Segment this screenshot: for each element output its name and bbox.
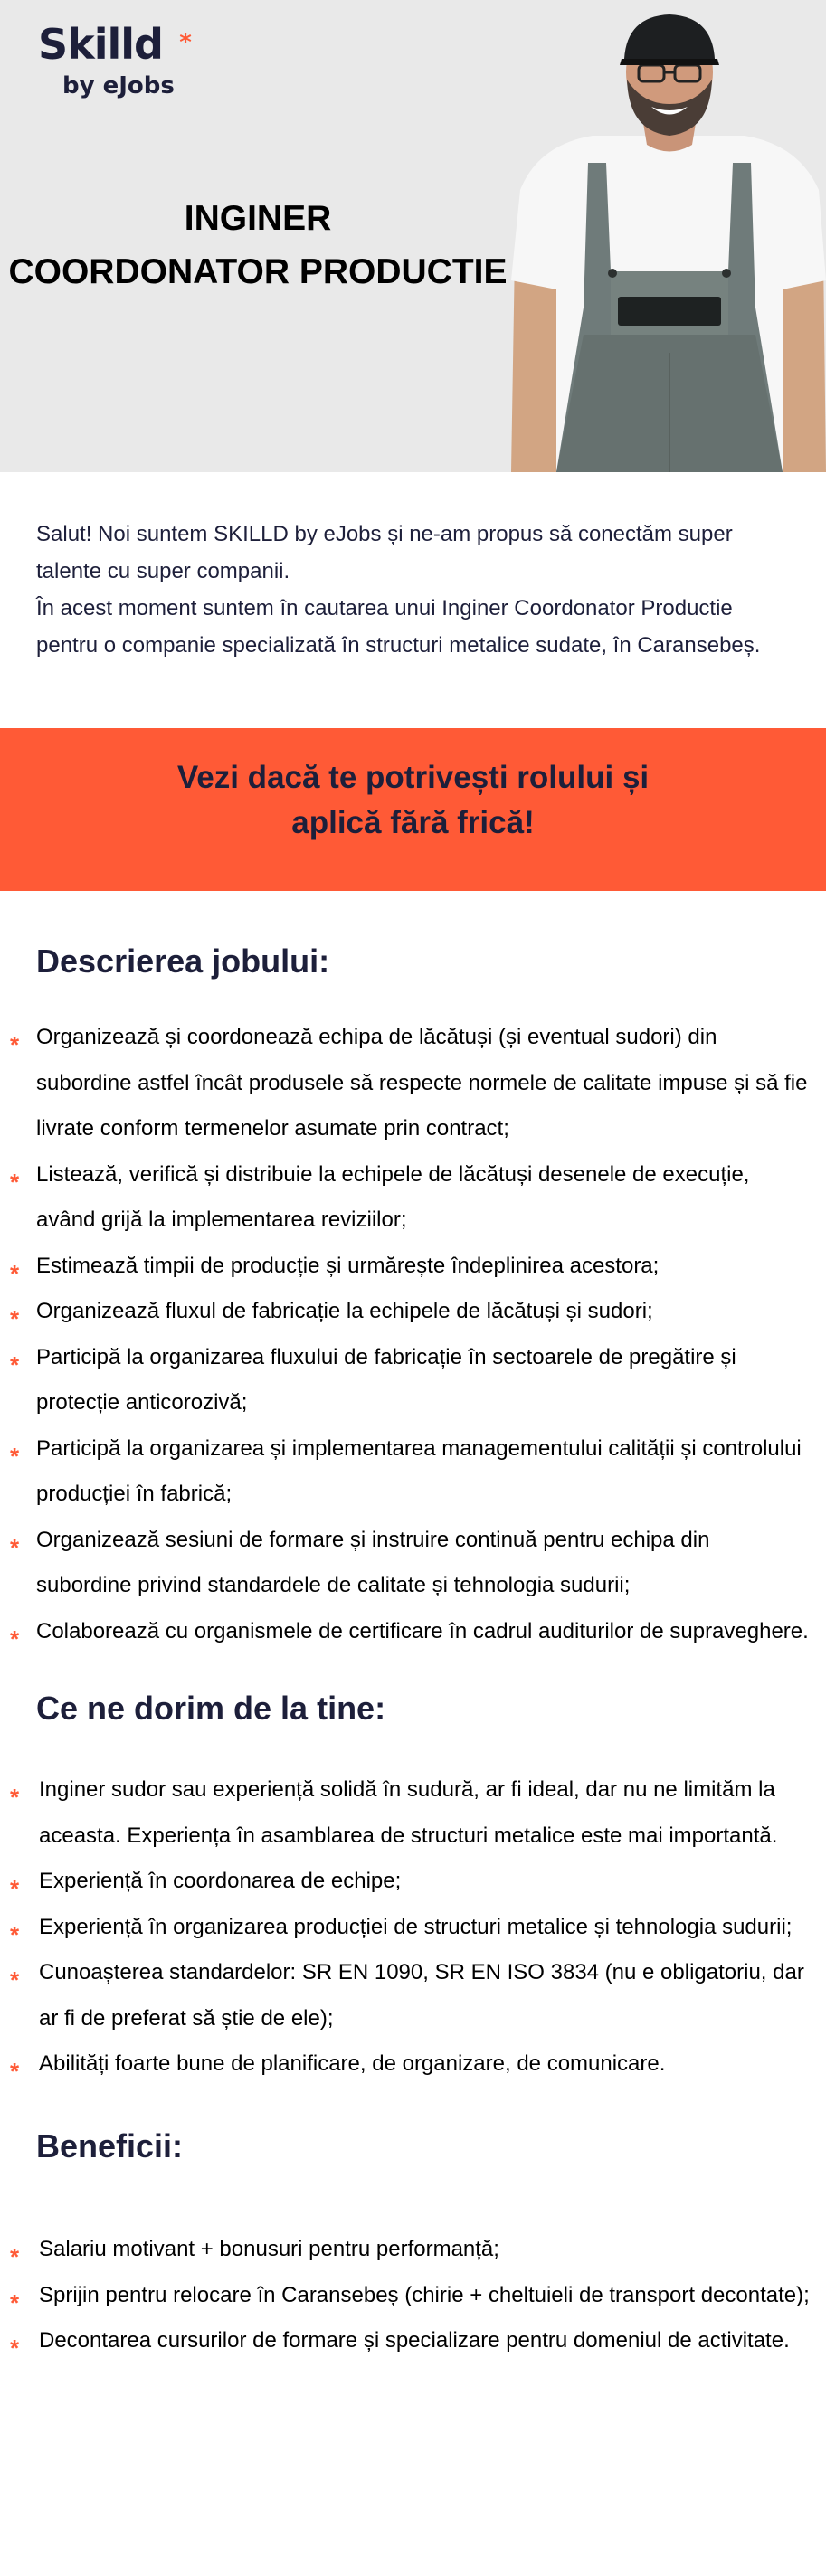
logo-main-text: Skilld (38, 20, 163, 69)
list-item-text: Participă la organizarea fluxului de fabricație în sectoarele de pregătire și protecție anticorozivă; (36, 1344, 736, 1415)
benefits-list (0, 2227, 826, 2364)
list-item-text: Cunoașterea standardelor: SR EN 1090, SR EN ISO 3834 (nu e obligatoriu, dar ar fi de preferat să știe de ele); (39, 1960, 804, 2031)
asterisk-bullet-icon: * (10, 1784, 20, 1811)
job-title-line-2: COORDONATOR PRODUCTIE (8, 252, 508, 291)
list-item (0, 1289, 826, 1335)
job-description-list (0, 1015, 826, 1654)
requirements-list (0, 1767, 826, 2088)
apply-banner[interactable] (0, 728, 826, 891)
list-item-text: Listează, verifică și distribuie la echipele de lăcătuși desenele de execuție, având grijă la implementarea reviziilor; (36, 1161, 750, 1232)
list-item (0, 1767, 826, 1859)
list-item-text: Sprijin pentru relocare în Caransebeș (chirie + cheltuieli de transport decontate); (39, 2282, 810, 2307)
list-item-text: Organizează fluxul de fabricație la echipele de lăcătuși și sudori; (36, 1299, 653, 1323)
hero-header (0, 0, 826, 472)
list-item (0, 1518, 826, 1609)
job-description-heading: Descrierea jobului: (36, 942, 330, 980)
asterisk-bullet-icon: * (10, 1305, 20, 1332)
skilld-logo[interactable] (38, 20, 191, 99)
list-item-text: Decontarea cursurilor de formare și specializare pentru domeniul de activitate. (39, 2328, 790, 2353)
worker-photo (511, 9, 826, 472)
list-item (0, 2227, 826, 2273)
list-item (0, 1426, 826, 1518)
list-item (0, 2041, 826, 2088)
asterisk-bullet-icon: * (10, 1442, 20, 1470)
list-item-text: Abilități foarte bune de planificare, de organizare, de comunicare. (39, 2051, 666, 2076)
list-item-text: Salariu motivant + bonusuri pentru performanță; (39, 2237, 499, 2261)
apply-banner-line-1: Vezi dacă te potrivești rolului și (176, 760, 650, 795)
list-item (0, 1905, 826, 1951)
intro-paragraph-1: Salut! Noi suntem SKILLD by eJobs și ne-am propus să conectăm super talente cu super companii. (36, 522, 733, 583)
apply-banner-text (0, 755, 826, 846)
job-title (0, 192, 516, 298)
list-item-text: Organizează sesiuni de formare și instruire continuă pentru echipa din subordine privind standardele de calitate și tehnologia sudurii; (36, 1527, 710, 1597)
intro-paragraph-2: În acest moment suntem în cautarea unui Inginer Coordonator Productie pentru o companie specializată în structuri metalice sudate, în Caransebeș. (36, 596, 761, 658)
asterisk-bullet-icon: * (10, 1533, 20, 1561)
logo-wordmark (38, 20, 191, 69)
list-item-text: Experiență în coordonarea de echipe; (39, 1869, 402, 1893)
asterisk-bullet-icon: * (10, 2334, 20, 2362)
job-title-line-1: INGINER (184, 199, 332, 238)
list-item-text: Colaborează cu organismele de certificare în cadrul auditurilor de supraveghere. (36, 1618, 809, 1643)
asterisk-bullet-icon: * (10, 2058, 20, 2085)
intro-text (36, 516, 796, 664)
list-item-text: Estimează timpii de producție și urmărește îndeplinirea acestora; (36, 1253, 660, 1278)
list-item-text: Participă la organizarea și implementarea managementului calității și controlului producției în fabrică; (36, 1435, 802, 1506)
asterisk-bullet-icon: * (10, 1920, 20, 1948)
list-item (0, 1859, 826, 1905)
list-item-text: Experiență în organizarea producției de structuri metalice și tehnologia sudurii; (39, 1914, 793, 1939)
list-item (0, 1152, 826, 1244)
requirements-heading: Ce ne dorim de la tine: (36, 1690, 386, 1727)
apply-banner-line-2: aplică fără frică! (291, 805, 535, 840)
asterisk-bullet-icon: * (10, 1624, 20, 1653)
asterisk-bullet-icon: * (10, 1259, 20, 1287)
benefits-heading: Beneficii: (36, 2127, 184, 2164)
logo-subtitle: by eJobs (62, 72, 175, 99)
asterisk-bullet-icon: * (10, 1031, 20, 1058)
asterisk-bullet-icon: * (10, 2288, 20, 2316)
list-item (0, 1244, 826, 1290)
list-item-text: Inginer sudor sau experiență solidă în sudură, ar fi ideal, dar nu ne limităm la aceasta. Experiența în asamblarea de structuri metalice este mai importantă. (39, 1777, 778, 1848)
logo-star-icon: * (179, 29, 191, 56)
asterisk-bullet-icon: * (10, 1875, 20, 1902)
list-item (0, 1015, 826, 1152)
asterisk-bullet-icon: * (10, 1966, 20, 1994)
asterisk-bullet-icon: * (10, 2243, 20, 2270)
list-item (0, 2273, 826, 2319)
list-item (0, 1950, 826, 2041)
list-item (0, 1609, 826, 1655)
list-item-text: Organizează și coordonează echipa de lăcătuși (și eventual sudori) din subordine astfel încât produsele să respecte normele de calitate impuse și să fie livrate conform termenelor asumate prin contract; (36, 1025, 808, 1141)
asterisk-bullet-icon: * (10, 1168, 20, 1196)
asterisk-bullet-icon: * (10, 1350, 20, 1378)
list-item (0, 2318, 826, 2364)
list-item (0, 1335, 826, 1426)
